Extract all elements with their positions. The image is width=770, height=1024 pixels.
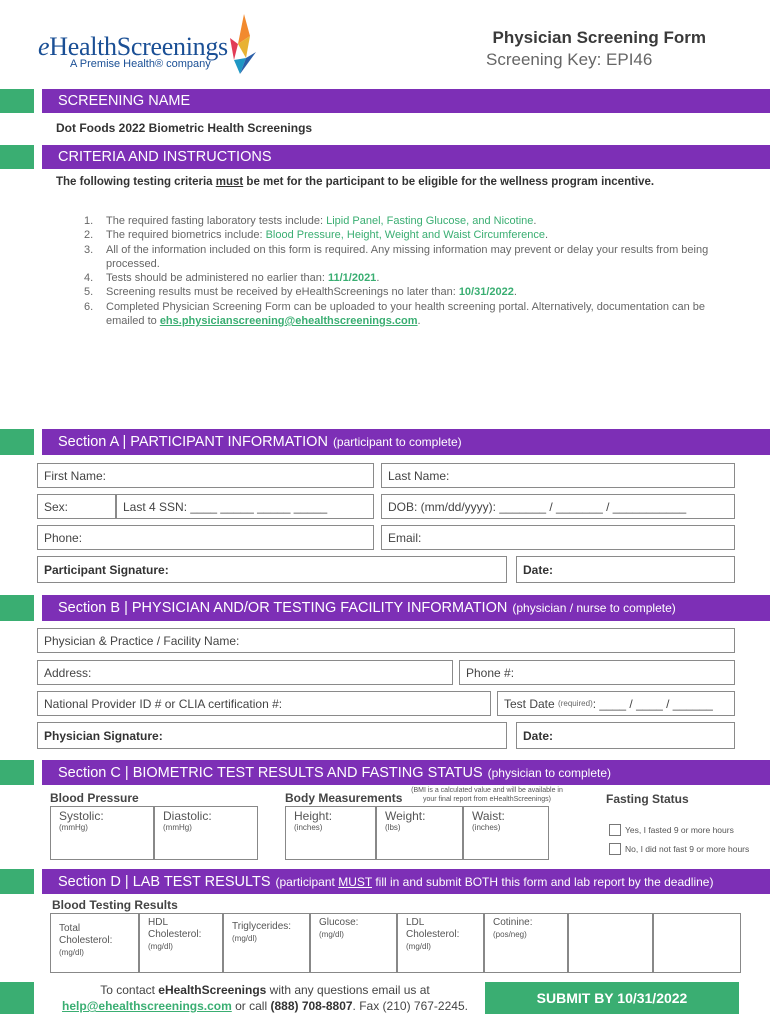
total-cholesterol-field[interactable] <box>50 913 139 973</box>
contact-phone: (888) 708-8807 <box>270 999 353 1013</box>
first-name-field[interactable] <box>37 463 374 488</box>
test-date-label: Test Date <box>504 696 555 711</box>
instruction-item <box>84 228 724 242</box>
item-text: Completed Physician Screening Form can be uploaded to your health screening portal. Alternatively, documentation can be emailed to <box>106 300 706 328</box>
instruction-item <box>84 243 724 272</box>
section-a-header <box>42 429 770 455</box>
section-a-title: Section A | PARTICIPANT INFORMATION <box>58 434 328 450</box>
section-tab <box>0 760 34 785</box>
height-field[interactable] <box>285 806 376 860</box>
instruction-item <box>84 285 724 299</box>
first-name-label: First Name: <box>44 468 107 483</box>
company-logo <box>34 14 264 78</box>
ssn-label: Last 4 SSN: ____ _____ _____ _____ <box>123 499 328 514</box>
last-name-label: Last Name: <box>388 468 450 483</box>
item-text: All of the information included on this form is required. Any missing information may prevent or delay your results from being processed. <box>106 243 709 270</box>
hdl-unit: (mg/dl) <box>148 942 173 951</box>
intro-must: must <box>215 176 244 188</box>
ldl-unit: (mg/dl) <box>406 942 431 951</box>
section-c-note: (physician to complete) <box>487 765 612 780</box>
ssn-field[interactable] <box>116 494 374 519</box>
waist-unit: (inches) <box>472 823 501 832</box>
physician-date-field[interactable] <box>516 722 735 749</box>
logo-wordmark: eHealthScreenings <box>38 32 228 61</box>
item-highlight: Blood Pressure, Height, Weight and Waist Circumference <box>265 229 545 242</box>
participant-signature-field[interactable] <box>37 556 507 583</box>
item-number: 2. <box>84 229 94 242</box>
screening-name-heading: SCREENING NAME <box>58 93 191 109</box>
diastolic-field[interactable] <box>154 806 258 860</box>
weight-unit: (lbs) <box>385 823 401 832</box>
test-date-required: (required) <box>558 699 593 708</box>
section-tab <box>0 89 34 113</box>
section-d-header <box>42 869 770 894</box>
extra-field[interactable] <box>653 913 741 973</box>
fasting-status-label: Fasting Status <box>606 792 689 806</box>
fasted-yes-option[interactable] <box>609 824 734 836</box>
section-c-header <box>42 760 770 785</box>
extra-field[interactable] <box>568 913 653 973</box>
fasted-no-label: No, I did not fast 9 or more hours <box>625 844 750 854</box>
email-link[interactable]: ehs.physicianscreening@ehealthscreenings.com <box>159 315 418 328</box>
item-end: . <box>417 315 421 328</box>
total-cholesterol-label: Total Cholesterol: <box>59 923 113 946</box>
phone-field[interactable] <box>37 525 374 550</box>
npi-label: National Provider ID # or CLIA certification #: <box>44 696 283 711</box>
section-a-note: (participant to complete) <box>332 435 462 449</box>
section-b-title: Section B | PHYSICIAN AND/OR TESTING FACILITY INFORMATION <box>58 600 508 616</box>
item-highlight: 11/1/2021 <box>327 272 377 285</box>
item-text: Tests should be administered no earlier than: <box>106 272 328 285</box>
email-label: Email: <box>388 530 422 545</box>
item-end: . <box>513 286 517 299</box>
instruction-item <box>84 271 724 285</box>
facility-phone-label: Phone #: <box>466 665 515 680</box>
weight-label: Weight: <box>385 809 426 823</box>
screening-name-header <box>42 89 770 113</box>
facility-name-field[interactable] <box>37 628 735 653</box>
criteria-header <box>42 145 770 169</box>
section-tab <box>0 982 34 1014</box>
triglycerides-field[interactable] <box>223 913 310 973</box>
section-d-note: (participant <box>275 874 339 889</box>
item-text: Screening results must be received by eHealthScreenings no later than: <box>106 286 459 299</box>
ldl-label: LDL Cholesterol: <box>406 917 460 940</box>
facility-name-label: Physician & Practice / Facility Name: <box>44 633 240 648</box>
bmi-note: (BMI is a calculated value and will be available in your final report from eHealthScreenings) <box>411 787 563 803</box>
cotinine-label: Cotinine: <box>493 917 533 928</box>
body-measurements-label: Body Measurements <box>285 791 403 805</box>
participant-date-label: Date: <box>523 562 554 577</box>
item-number: 5. <box>84 286 94 299</box>
test-date-field[interactable] <box>497 691 735 716</box>
waist-field[interactable] <box>463 806 549 860</box>
instruction-list <box>84 214 724 328</box>
email-field[interactable] <box>381 525 735 550</box>
diastolic-label: Diastolic: <box>163 809 212 823</box>
item-highlight: Lipid Panel, Fasting Glucose, and Nicotine <box>326 215 534 227</box>
instruction-item <box>84 214 724 228</box>
phone-label: Phone: <box>44 530 83 545</box>
section-d-note-end: fill in and submit BOTH this form and lab report by the deadline) <box>371 874 714 889</box>
item-end: . <box>544 229 549 242</box>
contact-info <box>50 982 480 1014</box>
systolic-unit: (mmHg) <box>59 823 88 832</box>
intro-text: The following testing criteria <box>56 176 216 188</box>
section-d-note-must: MUST <box>338 874 372 889</box>
sex-field[interactable] <box>37 494 116 519</box>
criteria-intro <box>56 176 654 188</box>
facility-phone-field[interactable] <box>459 660 735 685</box>
section-tab <box>0 145 34 169</box>
glucose-field[interactable] <box>310 913 397 973</box>
hdl-field[interactable] <box>139 913 223 973</box>
submit-deadline-text: SUBMIT BY 10/31/2022 <box>536 990 688 1006</box>
section-tab <box>0 595 34 621</box>
item-end: . <box>376 272 380 285</box>
cotinine-field[interactable] <box>484 913 568 973</box>
fasted-no-checkbox[interactable] <box>609 843 621 855</box>
fasted-no-option[interactable] <box>609 843 749 855</box>
item-text: The required fasting laboratory tests include: <box>106 215 327 227</box>
last-name-field[interactable] <box>381 463 735 488</box>
total-cholesterol-unit: (mg/dl) <box>59 948 84 957</box>
section-c-title: Section C | BIOMETRIC TEST RESULTS AND FASTING STATUS <box>58 764 483 781</box>
systolic-field[interactable] <box>50 806 154 860</box>
physician-signature-field[interactable] <box>37 722 507 749</box>
instruction-item <box>84 300 724 329</box>
ldl-field[interactable] <box>397 913 484 973</box>
screening-key: Screening Key: EPI46 <box>486 50 653 69</box>
criteria-heading: CRITERIA AND INSTRUCTIONS <box>58 149 272 165</box>
call-text: or call <box>231 999 271 1013</box>
submit-deadline-banner <box>485 982 739 1014</box>
section-b-header <box>42 595 770 621</box>
systolic-label: Systolic: <box>59 809 104 823</box>
item-number: 4. <box>84 272 94 285</box>
contact-text: To contact <box>100 983 159 997</box>
triglycerides-label: Triglycerides: <box>232 921 292 932</box>
fasted-yes-checkbox[interactable] <box>609 824 621 836</box>
logo-mark-icon <box>220 14 260 76</box>
waist-label: Waist: <box>472 809 505 823</box>
item-number: 1. <box>84 215 94 227</box>
hdl-label: HDL Cholesterol: <box>148 917 202 940</box>
item-number: 6. <box>84 300 94 313</box>
glucose-label: Glucose: <box>319 917 359 928</box>
weight-field[interactable] <box>376 806 463 860</box>
participant-signature-label: Participant Signature: <box>44 562 169 577</box>
dob-field[interactable] <box>381 494 735 519</box>
section-d-title: Section D | LAB TEST RESULTS <box>58 873 271 890</box>
triglycerides-unit: (mg/dl) <box>232 934 257 943</box>
address-label: Address: <box>44 665 92 680</box>
height-unit: (inches) <box>294 823 323 832</box>
glucose-unit: (mg/dl) <box>319 930 344 939</box>
blood-pressure-label: Blood Pressure <box>50 791 139 805</box>
fax-text: . Fax (210) 767-2245. <box>352 999 468 1013</box>
physician-signature-label: Physician Signature: <box>44 728 163 743</box>
logo-tagline: A Premise Health® company <box>70 58 211 70</box>
item-highlight: 10/31/2022 <box>458 286 514 299</box>
section-b-note: (physician / nurse to complete) <box>512 601 676 615</box>
section-tab <box>0 429 34 455</box>
blood-testing-label: Blood Testing Results <box>52 898 178 912</box>
fasted-yes-label: Yes, I fasted 9 or more hours <box>625 825 734 835</box>
screening-name-value: Dot Foods 2022 Biometric Health Screenings <box>56 121 313 135</box>
item-end: . <box>533 215 537 227</box>
cotinine-unit: (pos/neg) <box>493 930 527 939</box>
diastolic-unit: (mmHg) <box>163 823 192 832</box>
contact-brand: eHealthScreenings <box>158 983 267 997</box>
form-title: Physician Screening Form <box>492 28 706 47</box>
contact-text-end: with any questions email us at <box>266 983 430 997</box>
item-text: The required biometrics include: <box>106 229 266 242</box>
participant-date-field[interactable] <box>516 556 735 583</box>
npi-field[interactable] <box>37 691 491 716</box>
intro-text-end: be met for the participant to be eligible for the wellness program incentive. <box>243 176 655 188</box>
address-field[interactable] <box>37 660 453 685</box>
help-email-link[interactable]: help@ehealthscreenings.com <box>62 999 232 1013</box>
item-number: 3. <box>84 243 94 256</box>
test-date-blanks: : ____ / ____ / ______ <box>592 696 713 711</box>
height-label: Height: <box>294 809 333 823</box>
physician-date-label: Date: <box>523 728 554 743</box>
section-tab <box>0 869 34 894</box>
dob-label: DOB: (mm/dd/yyyy): _______ / _______ / ___________ <box>388 499 687 514</box>
sex-label: Sex: <box>44 499 69 514</box>
